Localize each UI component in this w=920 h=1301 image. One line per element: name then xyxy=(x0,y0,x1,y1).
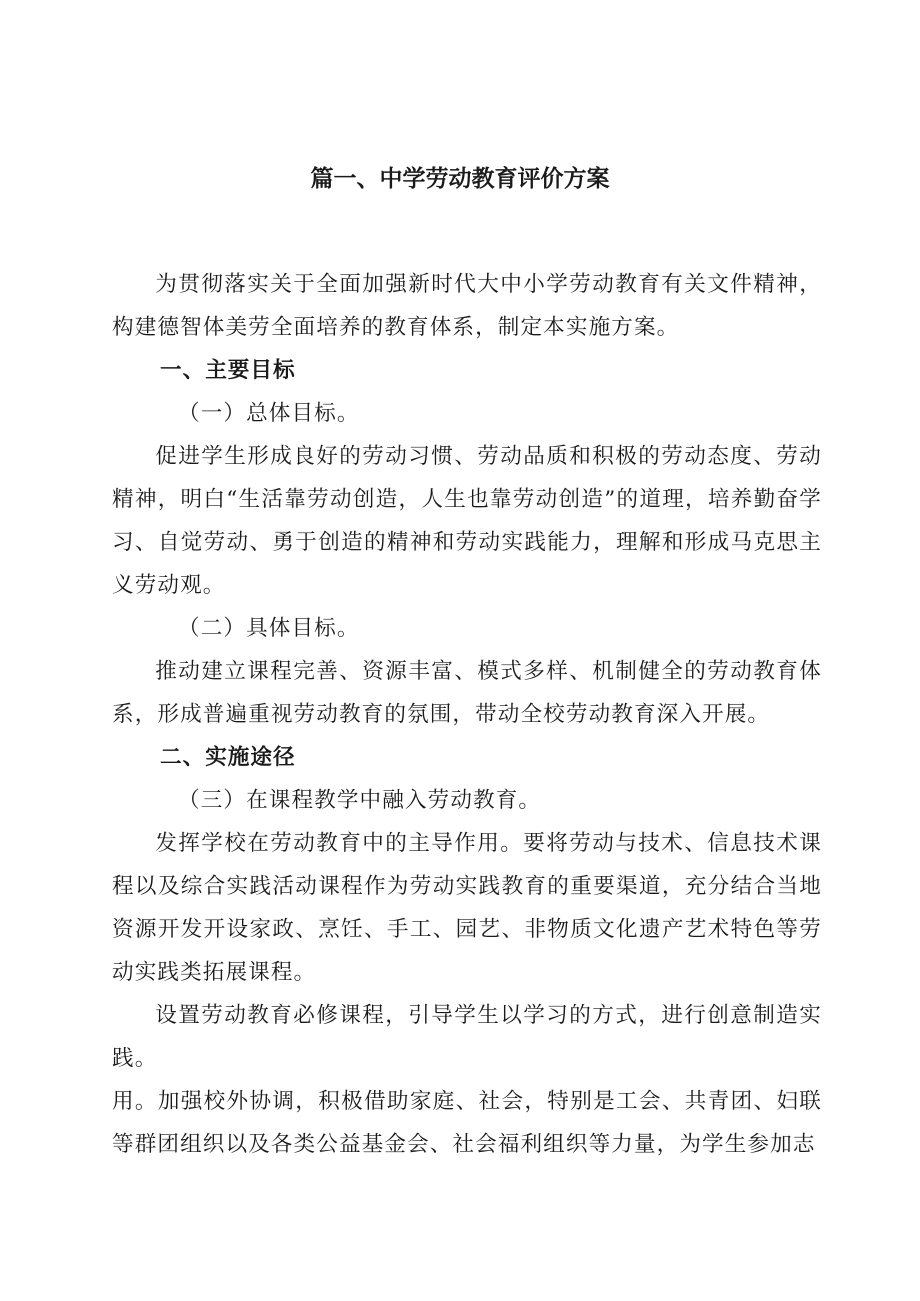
continuation-paragraph: 用。加强校外协调，积极借助家庭、社会，特别是工会、共青团、妇联等群团组织以及各类公益基金会、社会福利组织等力量，为学生参加志 xyxy=(112,1089,822,1157)
subsection-heading-overall-goal: （一）总体目标。 xyxy=(178,401,360,426)
section-heading-goals: 一、主要目标 xyxy=(160,358,296,383)
specific-goal-paragraph: 推动建立课程完善、资源丰富、模式多样、机制健全的劳动教育体系，形成普遍重视劳动教育的氛围，带动全校劳动教育深入开展。 xyxy=(112,659,822,727)
subsection-heading-specific-goal: （二）具体目标。 xyxy=(178,616,360,641)
section-heading-implementation: 二、实施途径 xyxy=(160,745,296,770)
curriculum-paragraph: 发挥学校在劳动教育中的主导作用。要将劳动与技术、信息技术课程以及综合实践活动课程作为劳动实践教育的重要渠道，充分结合当地资源开发开设家政、烹饪、手工、园艺、非物质文化遗产艺术特色等劳动实践类拓展课程。 xyxy=(112,831,822,985)
required-course-paragraph: 设置劳动教育必修课程，引导学生以学习的方式，进行创意制造实践。 xyxy=(112,1003,822,1071)
document-body xyxy=(112,263,822,1166)
overall-goal-paragraph: 促进学生形成良好的劳动习惯、劳动品质和积极的劳动态度、劳动精神，明白“生活靠劳动创造，人生也靠劳动创造”的道理，培养勤奋学习、自觉劳动、勇于创造的精神和劳动实践能力，理解和形成马克思主义劳动观。 xyxy=(112,444,822,598)
intro-paragraph: 为贯彻落实关于全面加强新时代大中小学劳动教育有关文件精神，构建德智体美劳全面培养的教育体系，制定本实施方案。 xyxy=(112,272,822,340)
subsection-heading-curriculum: （三）在课程教学中融入劳动教育。 xyxy=(178,788,542,813)
document-title: 篇一、中学劳动教育评价方案 xyxy=(310,166,610,192)
